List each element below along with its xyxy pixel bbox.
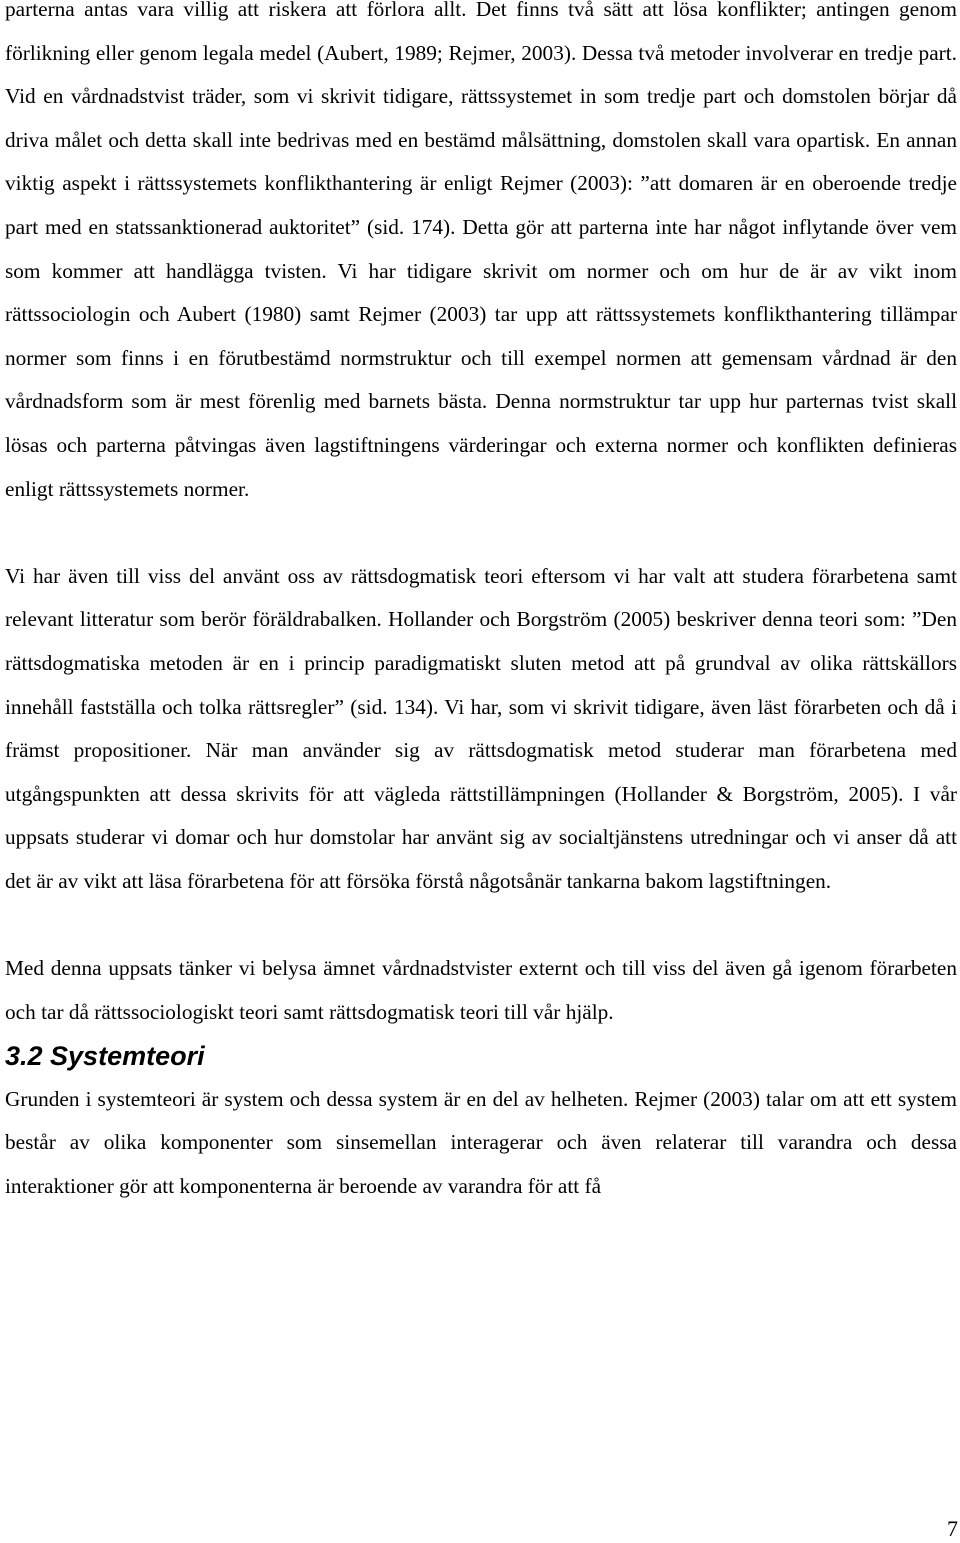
document-page	[5, 0, 957, 1209]
section-heading: 3.2 Systemteori	[5, 1041, 205, 1072]
body-paragraph: parterna antas vara villig att riskera att förlora allt. Det finns två sätt att lösa konflikter; antingen genom förlikning eller genom legala medel (Aubert, 1989; Rejmer, 2003). Dessa två metoder involverar en tredje part. Vid en vårdnadstvist träder, som vi skrivit tidigare, rättssystemet in som tredje part och domstolen börjar då driva målet och detta skall inte bedrivas med en bestämd målsättning, domstolen skall vara opartisk. En annan viktig aspekt i rättssystemets konflikthantering är enligt Rejmer (2003): ”att domaren är en oberoende tredje part med en statssanktionerad auktoritet” (sid. 174). Detta gör att parterna inte har något inflytande över vem som kommer att handlägga tvisten. Vi har tidigare skrivit om normer och om hur de är av vikt inom rättssociologin och Aubert (1980) samt Rejmer (2003) tar upp att rättssystemets konflikthantering tillämpar normer som finns i en förutbestämd normstruktur och till exempel normen att gemensam vårdnad är den vårdnadsform som är mest förenlig med barnets bästa. Denna normstruktur tar upp hur parternas tvist skall lösas och parterna påtvingas även lagstiftningens värderingar och externa normer och konflikten definieras enligt rättssystemets normer.	[5, 0, 957, 501]
page-number: 7	[947, 1516, 958, 1541]
paragraph-spacer	[5, 511, 957, 555]
section-paragraph: Grunden i systemteori är system och dessa system är en del av helheten. Rejmer (2003) talar om att ett system består av olika komponenter som sinsemellan interagerar och även relaterar till varandra och dessa interaktioner gör att komponenterna är beroende av varandra för att få	[5, 1086, 957, 1199]
body-paragraph: Vi har även till viss del använt oss av rättsdogmatisk teori eftersom vi har valt att studera förarbetena samt relevant litteratur som berör föräldrabalken. Hollander och Borgström (2005) beskriver denna teori som: ”Den rättsdogmatiska metoden är en i princip paradigmatiskt sluten metod att på grundval av olika rättskällors innehåll fastställa och tolka rättsregler” (sid. 134). Vi har, som vi skrivit tidigare, även läst förarbeten och då i främst propositioner. När man använder sig av rättsdogmatisk metod studerar man förarbetena med utgångspunkten att dessa skrivits för att vägleda rättstillämpningen (Hollander & Borgström, 2005). I vår uppsats studerar vi domar och hur domstolar har använt sig av socialtjänstens utredningar och vi anser då att det är av vikt att läsa förarbetena för att försöka förstå någotsånär tankarna bakom lagstiftningen.	[5, 563, 957, 893]
paragraph-spacer	[5, 903, 957, 947]
body-paragraph: Med denna uppsats tänker vi belysa ämnet vårdnadstvister externt och till viss del även gå igenom förarbeten och tar då rättssociologiskt teori samt rättsdogmatisk teori till vår hjälp.	[5, 956, 957, 1024]
